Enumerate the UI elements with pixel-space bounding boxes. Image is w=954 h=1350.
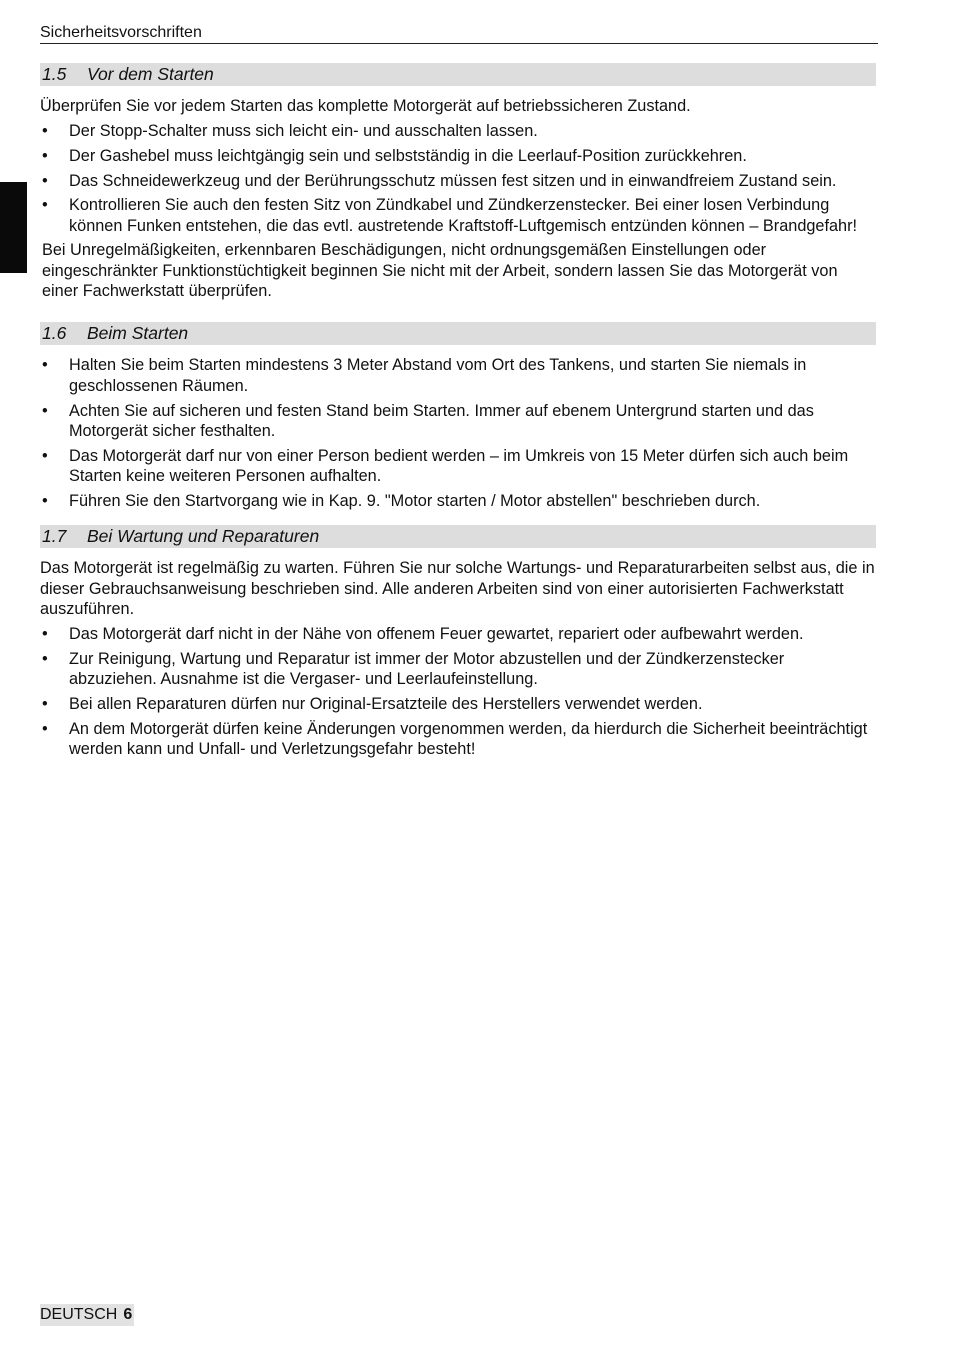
bullet-glyph: • [42, 492, 48, 511]
bullet-list [40, 121, 876, 236]
bullet-glyph: • [42, 720, 48, 739]
document-body [40, 63, 876, 764]
section-number: 1.6 [42, 323, 67, 344]
chapter-tab-marker [0, 182, 27, 273]
bullet-glyph: • [42, 146, 48, 165]
section-title: Beim Starten [87, 323, 189, 344]
list-item: • Das Motorgerät darf nur von einer Person bedient werden – im Umkreis von 15 Meter dürfen sich auch beim Starten keine weiteren Personen aufhalten. [42, 446, 849, 486]
section-intro: Das Motorgerät ist regelmäßig zu warten. Führen Sie nur solche Wartungs- und Reparaturarbeiten selbst aus, die in dieser Gebrauchsanweisung beschrieben sind. Alle anderen Arbeiten sind von einer autorisierten Fachwerkstatt auszuführen. [40, 559, 875, 619]
bullet-glyph: • [42, 196, 48, 215]
bullet-glyph: • [42, 171, 48, 190]
bullet-glyph: • [42, 122, 48, 140]
section-title: Bei Wartung und Reparaturen [87, 526, 320, 547]
section-heading-1-6 [40, 322, 876, 345]
list-item: • Das Motorgerät darf nicht in der Nähe von offenem Feuer gewartet, repariert oder aufbewahrt werden. [42, 625, 804, 644]
section-title: Vor dem Starten [87, 64, 214, 84]
page-footer [40, 1304, 134, 1326]
list-item: • Das Schneidewerkzeug und der Berührungsschutz müssen fest sitzen und in einwandfreiem Zustand sein. [42, 171, 837, 190]
list-item: • Kontrollieren Sie auch den festen Sitz von Zündkabel und Zündkerzenstecker. Bei einer losen Verbindung können Funken entstehen, die das evtl. austretende Kraftstoff-Luftgemisch entzünden können – Brandgefahr! [42, 196, 858, 235]
list-item: • Achten Sie auf sicheren und festen Stand beim Starten. Immer auf ebenem Untergrund starten und das Motorgerät sicher festhalten. [42, 401, 814, 441]
section-heading-1-5 [40, 63, 876, 86]
page-number: 6 [123, 1306, 133, 1323]
bullet-glyph: • [42, 401, 48, 420]
running-header: Sicherheitsvorschriften [40, 22, 878, 44]
list-item: • Halten Sie beim Starten mindestens 3 Meter Abstand vom Ort des Tankens, und starten Sie niemals in geschlossenen Räumen. [42, 356, 807, 395]
bullet-glyph: • [42, 650, 48, 669]
list-item: • Führen Sie den Startvorgang wie in Kap. 9. "Motor starten / Motor abstellen" beschrieben durch. [42, 492, 761, 511]
list-item: • An dem Motorgerät dürfen keine Änderungen vorgenommen werden, da hierdurch die Sicherheit beeinträchtigt werden kann und Unfall- und Verletzungsgefahr besteht! [42, 720, 868, 759]
list-item: • Der Stopp-Schalter muss sich leicht ein- und ausschalten lassen. [42, 122, 538, 140]
list-item: • Bei allen Reparaturen dürfen nur Original-Ersatzteile des Herstellers verwendet werden. [42, 695, 703, 714]
bullet-glyph: • [42, 695, 48, 714]
list-item: • Zur Reinigung, Wartung und Reparatur ist immer der Motor abzustellen und der Zündkerzenstecker abzuziehen. Ausnahme ist die Vergaser- und Leerlaufeinstellung. [42, 650, 785, 689]
bullet-glyph: • [42, 625, 48, 644]
bullet-list [40, 355, 876, 511]
section-heading-1-7 [40, 525, 876, 548]
section-intro: Überprüfen Sie vor jedem Starten das komplette Motorgerät auf betriebssicheren Zustand. [40, 97, 691, 115]
section-outro: Bei Unregelmäßigkeiten, erkennbaren Beschädigungen, nicht ordnungsgemäßen Einstellungen oder eingeschränkter Funktionstüchtigkeit beginnen Sie nicht mit der Arbeit, sondern lassen Sie das Motorgerät von einer Fachwerkstatt überprüfen. [42, 241, 838, 301]
bullet-glyph: • [42, 356, 48, 375]
bullet-list [40, 624, 876, 760]
list-item: • Der Gashebel muss leichtgängig sein und selbstständig in die Leerlauf-Position zurückkehren. [42, 146, 747, 165]
section-number: 1.5 [42, 64, 67, 84]
footer-language: DEUTSCH [40, 1306, 118, 1323]
section-number: 1.7 [42, 526, 67, 547]
bullet-glyph: • [42, 446, 48, 465]
